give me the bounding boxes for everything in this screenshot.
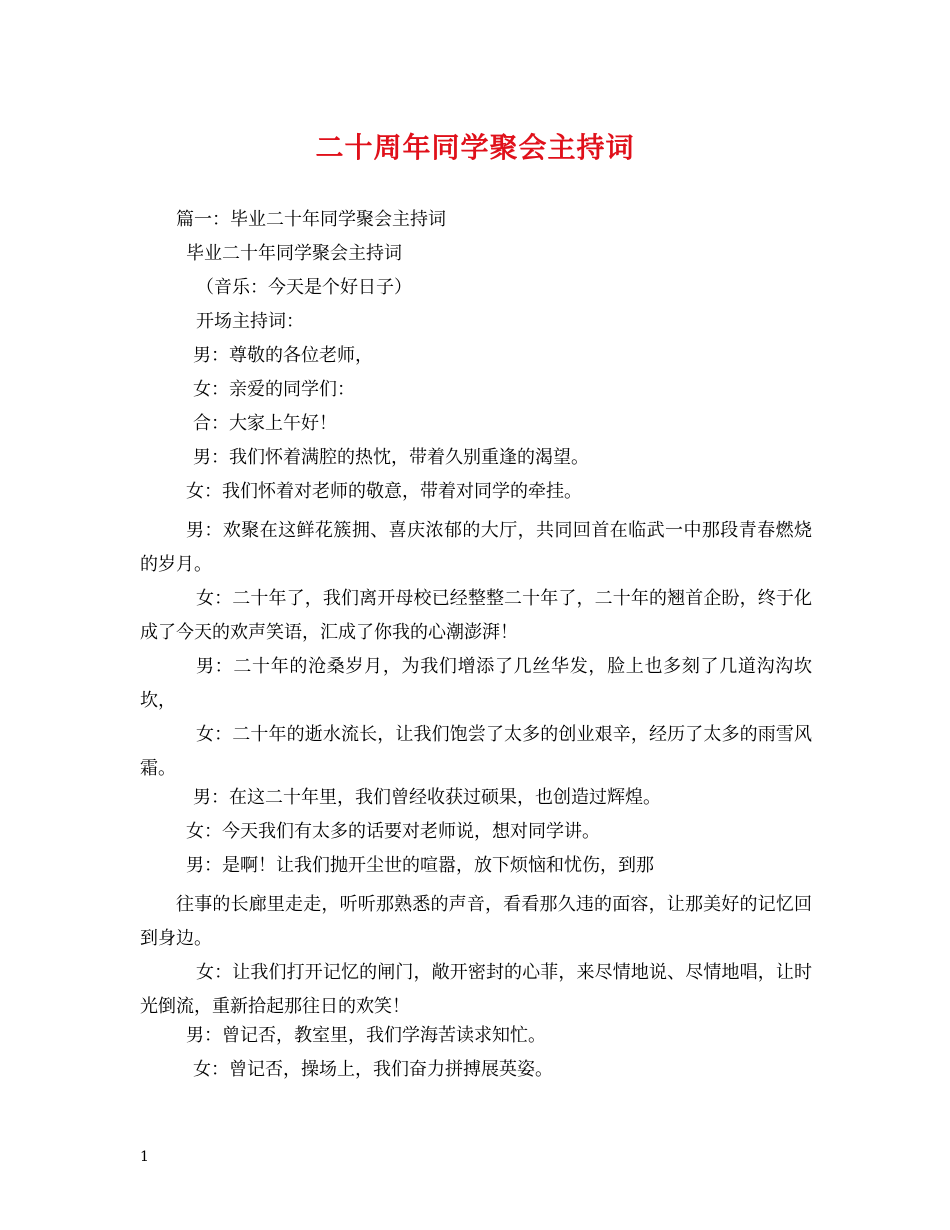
paragraph: 篇一：毕业二十年同学聚会主持词 [176, 209, 446, 230]
paragraph: 开场主持词： [196, 311, 304, 332]
paragraph: 合：大家上午好！ [193, 413, 337, 434]
page-number: 1 [140, 1149, 149, 1165]
paragraph: 男：欢聚在这鲜花簇拥、喜庆浓郁的大厅，共同回首在临武一中那段青春燃烧的岁月。 [140, 520, 812, 575]
paragraph: 男：曾记否，教室里，我们学海苦读求知忙。 [186, 1025, 546, 1046]
paragraph: 男：二十年的沧桑岁月，为我们增添了几丝华发，脸上也多刻了几道沟沟坎坎， [140, 656, 812, 711]
paragraph: 女：二十年的逝水流长，让我们饱尝了太多的创业艰辛，经历了太多的雨雪风霜。 [140, 724, 812, 779]
paragraph: 女：让我们打开记忆的闸门，敞开密封的心菲，来尽情地说、尽情地唱，让时光倒流，重新拾起那往日的欢笑！ [140, 962, 812, 1017]
paragraph: 男：我们怀着满腔的热忱，带着久别重逢的渴望。 [193, 447, 589, 468]
paragraph: 女：二十年了，我们离开母校已经整整二十年了，二十年的翘首企盼，终于化成了今天的欢声笑语，汇成了你我的心潮澎湃！ [140, 588, 812, 643]
paragraph: 男：尊敬的各位老师， [193, 345, 373, 366]
paragraph: 女：我们怀着对老师的敬意，带着对同学的牵挂。 [186, 481, 582, 502]
paragraph: 女：亲爱的同学们： [193, 379, 355, 400]
paragraph: （音乐：今天是个好日子） [196, 277, 412, 298]
paragraph: 毕业二十年同学聚会主持词 [186, 243, 402, 264]
paragraph: 男：在这二十年里，我们曾经收获过硕果，也创造过辉煌。 [193, 787, 661, 808]
paragraph: 男：是啊！让我们抛开尘世的喧嚣，放下烦恼和忧伤，到那 [186, 855, 654, 876]
document-title: 二十周年同学聚会主持词 [315, 131, 635, 164]
paragraph: 女：曾记否，操场上，我们奋力拼搏展英姿。 [193, 1059, 553, 1080]
paragraph: 女：今天我们有太多的话要对老师说，想对同学讲。 [186, 821, 600, 842]
paragraph: 往事的长廊里走走，听听那熟悉的声音，看看那久违的面容，让那美好的记忆回到身边。 [140, 894, 812, 949]
